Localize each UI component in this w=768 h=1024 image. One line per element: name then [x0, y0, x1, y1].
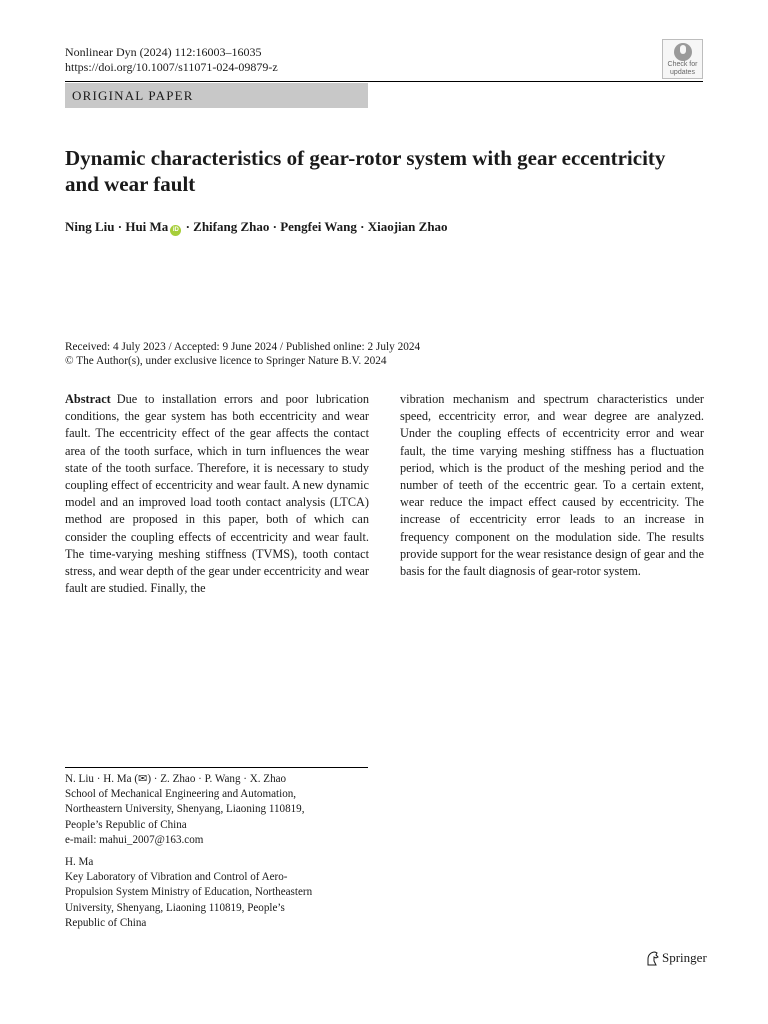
- paper-type-label: ORIGINAL PAPER: [65, 83, 368, 108]
- affiliation-line: University, Shenyang, Liaoning 110819, People’s: [65, 901, 285, 914]
- check-for-updates-badge[interactable]: [662, 39, 703, 79]
- abstract-column-left: [65, 391, 369, 597]
- affiliation-line: Republic of China: [65, 916, 147, 929]
- journal-reference: Nonlinear Dyn (2024) 112:16003–16035: [65, 45, 262, 59]
- copyright-notice: © The Author(s), under exclusive licence to Springer Nature B.V. 2024: [65, 355, 387, 367]
- publisher-name: Springer: [662, 950, 707, 965]
- abstract-text-left: Due to installation errors and poor lubrication conditions, the gear system has both eccentricity and wear fault. The eccentricity effect of the gear affects the contact area of the tooth surface, which in turn influences the wear state of the tooth surface. Therefore, it is necessary to study coupling effect of eccentricity and wear fault. A new dynamic model and an improved load tooth contact analysis (LTCA) method are proposed in this paper, both of which can consider the coupling effects of eccentricity and wear fault. The time-varying meshing stiffness (TVMS), tooth contact stress, and wear depth of the gear under eccentricity and wear fault are studied. Finally, the: [65, 392, 369, 596]
- affiliation-line: Key Laboratory of Vibration and Control of Aero-: [65, 871, 288, 884]
- check-badge-line1: Check for: [667, 61, 698, 68]
- paper-title: Dynamic characteristics of gear-rotor system with gear eccentricity and wear fault: [65, 146, 666, 196]
- abstract-column-right: vibration mechanism and spectrum characteristics under speed, eccentricity error, and wear degree are analyzed. Under the coupling effects of eccentricity error and wear fault, the time varying meshing stiffness has a fluctuation period, which is the product of the meshing period and the number of teeth of the eccentric gear. To a certain extent, wear reduce the impact effect caused by eccentricity. The increase of eccentricity error leads to an increase in frequency component on the modulation side. The results provide support for the wear resistance design of gear and the basis for the fault diagnosis of gear-rotor system.: [400, 392, 704, 579]
- affiliation-line: H. Ma: [65, 856, 94, 868]
- publication-dates: Received: 4 July 2023 / Accepted: 9 June 2024 / Published online: 2 July 2024: [65, 341, 421, 353]
- authors-rest: · Zhifang Zhao · Pengfei Wang · Xiaojian Zhao: [182, 219, 448, 234]
- orcid-icon[interactable]: iD: [170, 225, 181, 236]
- affiliation-line: Northeastern University, Shenyang, Liaoning 110819,: [65, 803, 305, 816]
- abstract-heading: Abstract: [65, 392, 111, 406]
- check-badge-line2: updates: [670, 69, 695, 76]
- affiliation-block-1: [65, 772, 365, 848]
- authors-first: Ning Liu · Hui Ma: [65, 219, 169, 234]
- affiliation-line: School of Mechanical Engineering and Automation,: [65, 788, 297, 801]
- email-line[interactable]: e-mail: mahui_2007@163.com: [65, 833, 204, 846]
- bookmark-icon: [674, 43, 692, 61]
- horse-icon: [645, 951, 659, 966]
- doi-link[interactable]: https://doi.org/10.1007/s11071-024-09879-z: [65, 60, 278, 74]
- affiliation-block-2: [65, 855, 365, 931]
- affiliation-rule: [65, 767, 368, 768]
- author-list: [65, 218, 705, 236]
- springer-logo: [645, 950, 707, 966]
- affiliation-line: N. Liu · H. Ma (✉) · Z. Zhao · P. Wang · X. Zhao: [65, 773, 287, 785]
- affiliation-line: Propulsion System Ministry of Education, Northeastern: [65, 886, 313, 899]
- affiliation-line: People’s Republic of China: [65, 818, 187, 831]
- header-rule: [65, 81, 703, 82]
